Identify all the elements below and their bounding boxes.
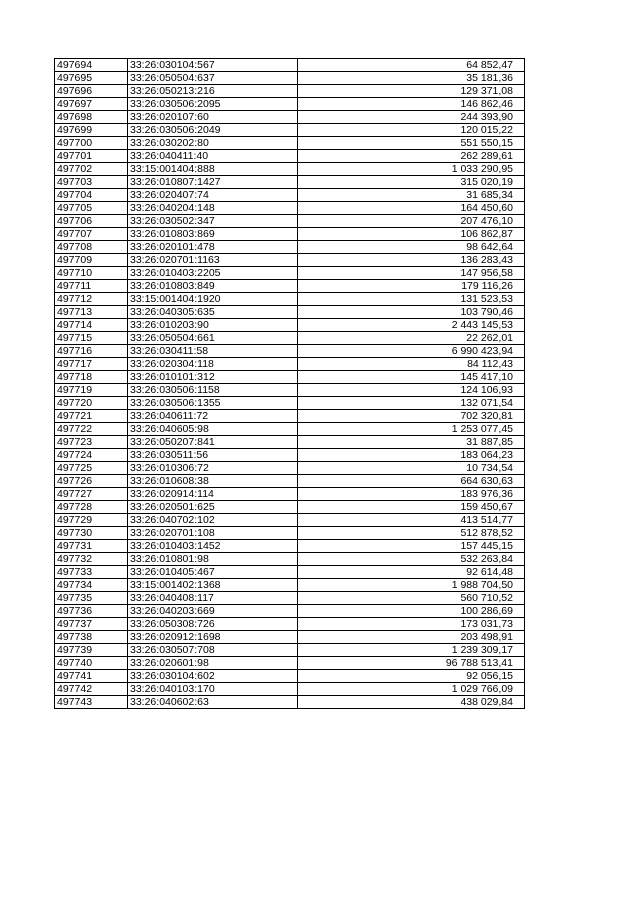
value-cell: 183 976,36 — [298, 488, 525, 501]
cadastral-number-cell: 33:26:040611:72 — [128, 410, 298, 423]
value-cell: 84 112,43 — [298, 358, 525, 371]
table-body — [55, 59, 525, 709]
row-id-cell: 497699 — [55, 124, 128, 137]
value-cell: 262 289,61 — [298, 150, 525, 163]
row-id-cell: 497694 — [55, 59, 128, 72]
table-row — [55, 293, 525, 306]
cadastral-number-cell: 33:26:050207:841 — [128, 436, 298, 449]
row-id-cell: 497741 — [55, 670, 128, 683]
row-id-cell: 497712 — [55, 293, 128, 306]
table-row — [55, 475, 525, 488]
table-row — [55, 618, 525, 631]
cadastral-number-cell: 33:26:020501:625 — [128, 501, 298, 514]
table-row — [55, 371, 525, 384]
value-cell: 560 710,52 — [298, 592, 525, 605]
row-id-cell: 497722 — [55, 423, 128, 436]
value-cell: 512 878,52 — [298, 527, 525, 540]
table-row — [55, 319, 525, 332]
value-cell: 98 642,64 — [298, 241, 525, 254]
value-cell: 31 887,85 — [298, 436, 525, 449]
value-cell: 145 417,10 — [298, 371, 525, 384]
table-row — [55, 254, 525, 267]
table-row — [55, 657, 525, 670]
value-cell: 92 614,48 — [298, 566, 525, 579]
row-id-cell: 497714 — [55, 319, 128, 332]
table-row — [55, 332, 525, 345]
table-row — [55, 111, 525, 124]
cadastral-number-cell: 33:15:001404:888 — [128, 163, 298, 176]
table-row — [55, 540, 525, 553]
cadastral-number-cell: 33:26:020304:118 — [128, 358, 298, 371]
row-id-cell: 497735 — [55, 592, 128, 605]
table-row — [55, 189, 525, 202]
value-cell: 131 523,53 — [298, 293, 525, 306]
row-id-cell: 497711 — [55, 280, 128, 293]
value-cell: 157 445,15 — [298, 540, 525, 553]
table-row — [55, 527, 525, 540]
value-cell: 136 283,43 — [298, 254, 525, 267]
cadastral-number-cell: 33:26:010803:869 — [128, 228, 298, 241]
cadastral-number-cell: 33:26:010803:849 — [128, 280, 298, 293]
cadastral-number-cell: 33:26:020601:98 — [128, 657, 298, 670]
row-id-cell: 497739 — [55, 644, 128, 657]
value-cell: 244 393,90 — [298, 111, 525, 124]
table-row — [55, 579, 525, 592]
row-id-cell: 497723 — [55, 436, 128, 449]
table-row — [55, 306, 525, 319]
value-cell: 96 788 513,41 — [298, 657, 525, 670]
table-row — [55, 98, 525, 111]
row-id-cell: 497731 — [55, 540, 128, 553]
cadastral-number-cell: 33:26:010801:98 — [128, 553, 298, 566]
value-cell: 183 064,23 — [298, 449, 525, 462]
row-id-cell: 497696 — [55, 85, 128, 98]
value-cell: 664 630,63 — [298, 475, 525, 488]
cadastral-number-cell: 33:26:040605:98 — [128, 423, 298, 436]
cadastral-number-cell: 33:26:050504:661 — [128, 332, 298, 345]
cadastral-number-cell: 33:26:010306:72 — [128, 462, 298, 475]
value-cell: 147 956,58 — [298, 267, 525, 280]
table-row — [55, 358, 525, 371]
table-row — [55, 384, 525, 397]
cadastral-number-cell: 33:26:020914:114 — [128, 488, 298, 501]
cadastral-number-cell: 33:26:030411:58 — [128, 345, 298, 358]
cadastral-number-cell: 33:26:040103:170 — [128, 683, 298, 696]
cadastral-number-cell: 33:26:020407:74 — [128, 189, 298, 202]
cadastral-number-cell: 33:26:050308:726 — [128, 618, 298, 631]
value-cell: 179 116,26 — [298, 280, 525, 293]
cadastral-number-cell: 33:26:050213:216 — [128, 85, 298, 98]
cadastral-number-cell: 33:26:030506:1158 — [128, 384, 298, 397]
table-row — [55, 644, 525, 657]
table-row — [55, 150, 525, 163]
row-id-cell: 497700 — [55, 137, 128, 150]
cadastral-number-cell: 33:26:010807:1427 — [128, 176, 298, 189]
value-cell: 10 734,54 — [298, 462, 525, 475]
row-id-cell: 497718 — [55, 371, 128, 384]
cadastral-number-cell: 33:26:020701:1163 — [128, 254, 298, 267]
row-id-cell: 497715 — [55, 332, 128, 345]
table-row — [55, 501, 525, 514]
row-id-cell: 497709 — [55, 254, 128, 267]
cadastral-number-cell: 33:15:001404:1920 — [128, 293, 298, 306]
value-cell: 413 514,77 — [298, 514, 525, 527]
row-id-cell: 497720 — [55, 397, 128, 410]
value-cell: 22 262,01 — [298, 332, 525, 345]
table-row — [55, 72, 525, 85]
value-cell: 92 056,15 — [298, 670, 525, 683]
row-id-cell: 497697 — [55, 98, 128, 111]
row-id-cell: 497724 — [55, 449, 128, 462]
table-row — [55, 605, 525, 618]
table-row — [55, 267, 525, 280]
row-id-cell: 497698 — [55, 111, 128, 124]
row-id-cell: 497737 — [55, 618, 128, 631]
value-cell: 173 031,73 — [298, 618, 525, 631]
value-cell: 315 020,19 — [298, 176, 525, 189]
table-row — [55, 514, 525, 527]
row-id-cell: 497701 — [55, 150, 128, 163]
value-cell: 120 015,22 — [298, 124, 525, 137]
row-id-cell: 497702 — [55, 163, 128, 176]
row-id-cell: 497705 — [55, 202, 128, 215]
value-cell: 1 239 309,17 — [298, 644, 525, 657]
cadastral-number-cell: 33:26:040204:148 — [128, 202, 298, 215]
value-cell: 106 862,87 — [298, 228, 525, 241]
cadastral-number-cell: 33:26:010101:312 — [128, 371, 298, 384]
value-cell: 1 253 077,45 — [298, 423, 525, 436]
row-id-cell: 497719 — [55, 384, 128, 397]
row-id-cell: 497695 — [55, 72, 128, 85]
row-id-cell: 497710 — [55, 267, 128, 280]
cadastral-number-cell: 33:26:020107:60 — [128, 111, 298, 124]
row-id-cell: 497721 — [55, 410, 128, 423]
cadastral-number-cell: 33:26:040203:669 — [128, 605, 298, 618]
row-id-cell: 497726 — [55, 475, 128, 488]
table-row — [55, 553, 525, 566]
cadastral-number-cell: 33:26:040411:40 — [128, 150, 298, 163]
value-cell: 146 862,46 — [298, 98, 525, 111]
cadastral-number-cell: 33:26:030202:80 — [128, 137, 298, 150]
value-cell: 103 790,46 — [298, 306, 525, 319]
table-row — [55, 631, 525, 644]
table-row — [55, 696, 525, 709]
data-table — [54, 58, 525, 709]
row-id-cell: 497729 — [55, 514, 128, 527]
cadastral-number-cell: 33:26:010403:2205 — [128, 267, 298, 280]
table-row — [55, 592, 525, 605]
value-cell: 31 685,34 — [298, 189, 525, 202]
row-id-cell: 497732 — [55, 553, 128, 566]
row-id-cell: 497708 — [55, 241, 128, 254]
cadastral-number-cell: 33:26:040602:63 — [128, 696, 298, 709]
table-row — [55, 670, 525, 683]
cadastral-number-cell: 33:26:020101:478 — [128, 241, 298, 254]
row-id-cell: 497704 — [55, 189, 128, 202]
table-row — [55, 137, 525, 150]
table-row — [55, 449, 525, 462]
cadastral-number-cell: 33:26:030502:347 — [128, 215, 298, 228]
cadastral-number-cell: 33:26:030104:567 — [128, 59, 298, 72]
row-id-cell: 497730 — [55, 527, 128, 540]
value-cell: 203 498,91 — [298, 631, 525, 644]
value-cell: 6 990 423,94 — [298, 345, 525, 358]
table-row — [55, 345, 525, 358]
value-cell: 2 443 145,53 — [298, 319, 525, 332]
table-row — [55, 488, 525, 501]
table-row — [55, 566, 525, 579]
cadastral-number-cell: 33:26:030507:708 — [128, 644, 298, 657]
value-cell: 1 988 704,50 — [298, 579, 525, 592]
table-row — [55, 683, 525, 696]
cadastral-number-cell: 33:26:030511:56 — [128, 449, 298, 462]
value-cell: 64 852,47 — [298, 59, 525, 72]
table-row — [55, 215, 525, 228]
value-cell: 159 450,67 — [298, 501, 525, 514]
row-id-cell: 497703 — [55, 176, 128, 189]
cadastral-number-cell: 33:26:030506:2095 — [128, 98, 298, 111]
table-row — [55, 176, 525, 189]
value-cell: 164 450,60 — [298, 202, 525, 215]
row-id-cell: 497736 — [55, 605, 128, 618]
value-cell: 100 286,69 — [298, 605, 525, 618]
cadastral-number-cell: 33:15:001402:1368 — [128, 579, 298, 592]
row-id-cell: 497706 — [55, 215, 128, 228]
cadastral-number-cell: 33:26:020701:108 — [128, 527, 298, 540]
table-row — [55, 280, 525, 293]
cadastral-number-cell: 33:26:010403:1452 — [128, 540, 298, 553]
table-row — [55, 410, 525, 423]
row-id-cell: 497725 — [55, 462, 128, 475]
value-cell: 35 181,36 — [298, 72, 525, 85]
table-row — [55, 423, 525, 436]
table-row — [55, 202, 525, 215]
table-row — [55, 397, 525, 410]
row-id-cell: 497728 — [55, 501, 128, 514]
cadastral-number-cell: 33:26:030506:1355 — [128, 397, 298, 410]
row-id-cell: 497734 — [55, 579, 128, 592]
cadastral-number-cell: 33:26:030506:2049 — [128, 124, 298, 137]
table-row — [55, 59, 525, 72]
row-id-cell: 497713 — [55, 306, 128, 319]
value-cell: 132 071,54 — [298, 397, 525, 410]
row-id-cell: 497716 — [55, 345, 128, 358]
cadastral-number-cell: 33:26:040408:117 — [128, 592, 298, 605]
row-id-cell: 497743 — [55, 696, 128, 709]
table-row — [55, 436, 525, 449]
cadastral-number-cell: 33:26:010203:90 — [128, 319, 298, 332]
value-cell: 551 550,15 — [298, 137, 525, 150]
value-cell: 1 029 766,09 — [298, 683, 525, 696]
value-cell: 124 106,93 — [298, 384, 525, 397]
row-id-cell: 497742 — [55, 683, 128, 696]
row-id-cell: 497707 — [55, 228, 128, 241]
row-id-cell: 497733 — [55, 566, 128, 579]
value-cell: 532 263,84 — [298, 553, 525, 566]
row-id-cell: 497740 — [55, 657, 128, 670]
table-row — [55, 462, 525, 475]
value-cell: 207 476,10 — [298, 215, 525, 228]
cadastral-number-cell: 33:26:030104:602 — [128, 670, 298, 683]
row-id-cell: 497738 — [55, 631, 128, 644]
value-cell: 1 033 290,95 — [298, 163, 525, 176]
row-id-cell: 497717 — [55, 358, 128, 371]
value-cell: 129 371,08 — [298, 85, 525, 98]
cadastral-number-cell: 33:26:020912:1698 — [128, 631, 298, 644]
cadastral-number-cell: 33:26:050504:637 — [128, 72, 298, 85]
row-id-cell: 497727 — [55, 488, 128, 501]
cadastral-number-cell: 33:26:040702:102 — [128, 514, 298, 527]
table-row — [55, 124, 525, 137]
cadastral-number-cell: 33:26:010608:38 — [128, 475, 298, 488]
table-row — [55, 163, 525, 176]
table-row — [55, 241, 525, 254]
value-cell: 438 029,84 — [298, 696, 525, 709]
table-row — [55, 85, 525, 98]
table-row — [55, 228, 525, 241]
cadastral-number-cell: 33:26:010405:467 — [128, 566, 298, 579]
cadastral-number-cell: 33:26:040305:635 — [128, 306, 298, 319]
value-cell: 702 320,81 — [298, 410, 525, 423]
